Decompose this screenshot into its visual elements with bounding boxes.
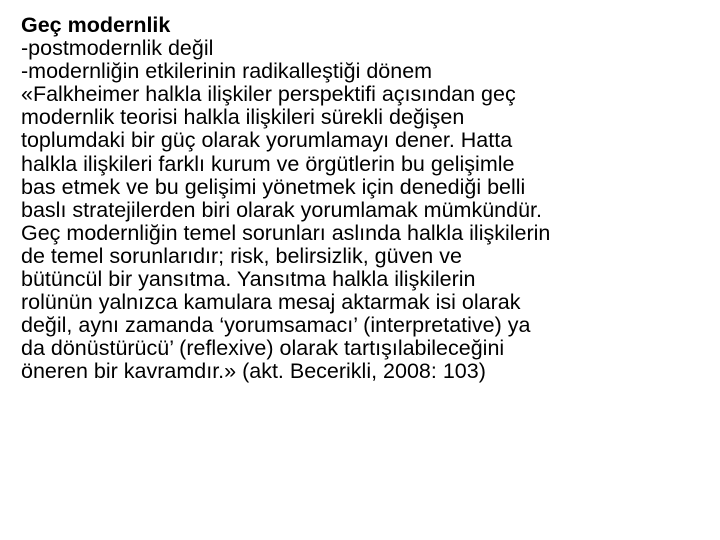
quote-citation-line: öneren bir kavramdır.» (akt. Becerikli, 2008: 103): [21, 359, 486, 384]
quote-line: modernlik teorisi halkla ilişkileri sürekli değişen: [21, 105, 465, 130]
quote-line: halkla ilişkileri farklı kurum ve örgütlerin bu gelişimle: [21, 151, 515, 176]
quote-line: baslı stratejilerden biri olarak yorumlamak mümkündür.: [21, 197, 542, 222]
quote-line: toplumdaki bir güç olarak yorumlamayı dener. Hatta: [21, 128, 513, 153]
quote-line: rolünün yalnızca kamulara mesaj aktarmak isi olarak: [21, 290, 521, 315]
quote-block: [21, 83, 711, 383]
quote-line: bütüncül bir yansıtma. Yansıtma halkla ilişkilerin: [21, 267, 476, 292]
quote-line: bas etmek ve bu gelişimi yönetmek için denediği belli: [21, 174, 526, 199]
list-item-postmodern: -postmodernlik değil: [21, 36, 214, 61]
quote-line: değil, aynı zamanda ‘yorumsamacı’ (interpretative) ya: [21, 313, 531, 338]
slide-text-body: [21, 14, 711, 384]
slide-heading: Geç modernlik: [21, 13, 171, 37]
quote-line: da dönüstürücü’ (reflexive) olarak tartışılabileceğini: [21, 336, 505, 361]
quote-line: «Falkheimer halkla ilişkiler perspektifi açısından geç: [21, 82, 516, 107]
quote-line: de temel sorunlarıdır; risk, belirsizlik, güven ve: [21, 243, 462, 268]
quote-line: Geç modernliğin temel sorunları aslında halkla ilişkilerin: [21, 220, 551, 245]
list-item-modernity-effects: -modernliğin etkilerinin radikalleştiği dönem: [21, 59, 433, 84]
